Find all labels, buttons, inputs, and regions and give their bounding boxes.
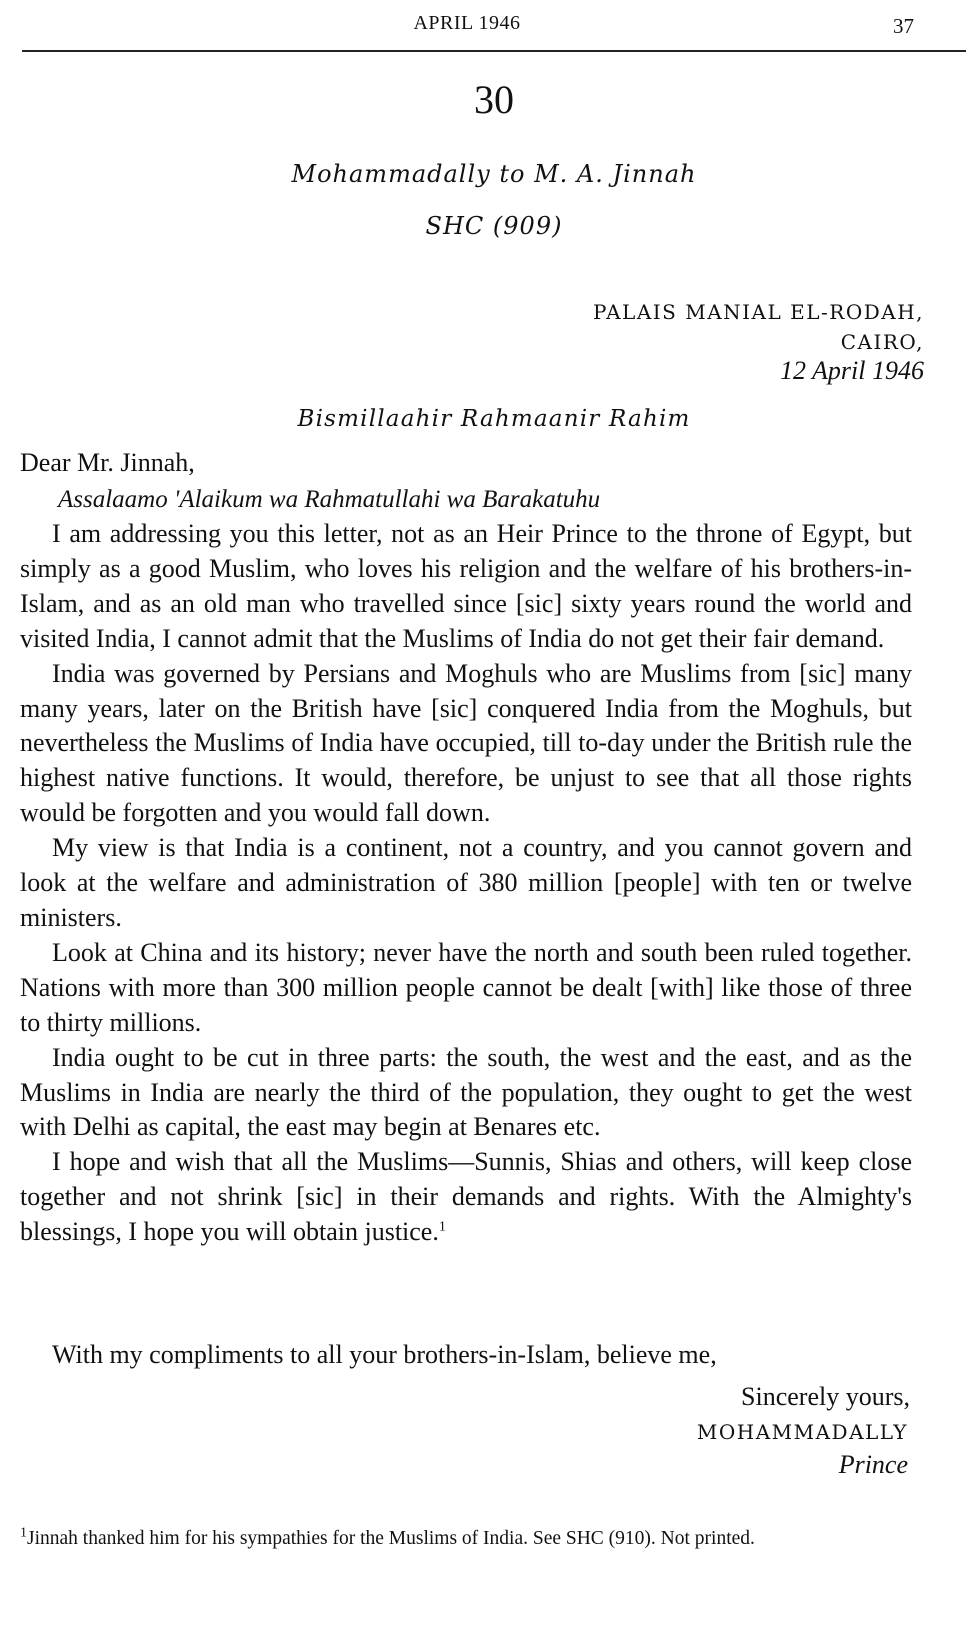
running-header-month: APRIL 1946 bbox=[413, 12, 521, 34]
footnote-text: Jinnah thanked him for his sympathies for the Muslims of India. See SHC (910). Not printed. bbox=[27, 1528, 755, 1549]
body-paragraph: Look at China and its history; never have the north and south been ruled together. Nations with more than 300 million people cannot be dealt [with] like those of three to thirty millions. bbox=[20, 937, 912, 1037]
valediction: Sincerely yours, bbox=[741, 1382, 910, 1411]
running-header bbox=[20, 6, 914, 38]
letter-body bbox=[20, 517, 912, 1250]
sender-address-line1: PALAIS MANIAL EL-RODAH, bbox=[592, 300, 924, 324]
body-paragraph: India was governed by Persians and Moghuls who are Muslims from [sic] many many years, later on the British have [sic] conquered India from the Moghuls, but nevertheless the Muslims of India have occupied, till to-day under the British rule the highest native functions. It would, therefore, be unjust to see that all those rights would be forgotten and you would fall down. bbox=[20, 658, 912, 828]
document-title: Mohammadally to M. A. Jinnah bbox=[291, 160, 697, 188]
header-rule bbox=[22, 50, 966, 52]
document-source: SHC (909) bbox=[425, 212, 563, 240]
body-paragraph: My view is that India is a continent, not a country, and you cannot govern and look at the welfare and administration of 380 million [people] with ten or twelve ministers. bbox=[20, 833, 912, 932]
body-paragraph: I am addressing you this letter, not as an Heir Prince to the throne of Egypt, but simply as a good Muslim, who loves his religion and the welfare of his brothers-in-Islam, and as an old man who travelled since [sic] sixty years round the world and visited India, I cannot admit that the Muslims of India do not get their fair demand. bbox=[20, 519, 912, 653]
document-number: 30 bbox=[474, 77, 514, 122]
letter-date: 12 April 1946 bbox=[780, 356, 924, 385]
closing-line: With my compliments to all your brothers-in-Islam, believe me, bbox=[52, 1340, 717, 1369]
footnote-marker: 1 bbox=[20, 1525, 27, 1541]
invocation: Bismillaahir Rahmaanir Rahim bbox=[297, 406, 691, 432]
body-paragraph: India ought to be cut in three parts: the south, the west and the east, and as the Muslims in India are nearly the third of the population, they ought to get the west with Delhi as capital, the east may begin at Benares etc. bbox=[20, 1042, 912, 1142]
body-paragraph-text: I hope and wish that all the Muslims—Sunnis, Shias and others, will keep close together and not shrink [sic] in their demands and rights. With the Almighty's blessings, I hope you will obtain justice. bbox=[20, 1147, 912, 1247]
footnote-reference: 1 bbox=[438, 1219, 446, 1235]
body-paragraph bbox=[20, 1145, 912, 1250]
signatory-title: Prince bbox=[838, 1450, 908, 1479]
signatory-name: MOHAMMADALLY bbox=[696, 1420, 908, 1444]
salutation: Dear Mr. Jinnah, bbox=[20, 448, 195, 477]
sender-address-line2: CAIRO, bbox=[840, 330, 924, 354]
greeting: Assalaamo 'Alaikum wa Rahmatullahi wa Barakatuhu bbox=[58, 486, 601, 513]
page-number: 37 bbox=[893, 14, 914, 38]
footnote bbox=[20, 1525, 928, 1550]
